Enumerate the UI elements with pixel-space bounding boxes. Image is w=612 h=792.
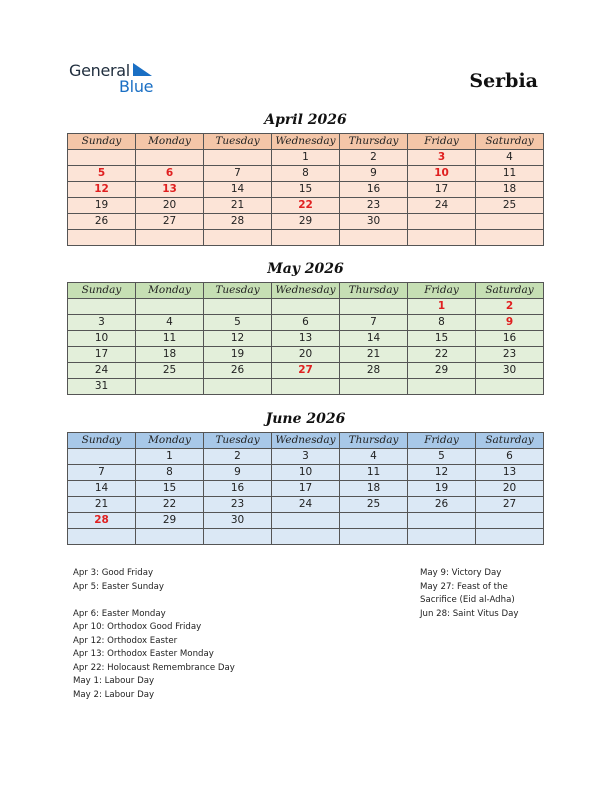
- holiday-list-left: [73, 567, 235, 702]
- empty-day-cell: [68, 150, 136, 166]
- weekday-header: Saturday: [476, 433, 544, 449]
- holiday-entry: May 27: Feast of the: [420, 581, 508, 592]
- logo-text-blue: Blue: [119, 77, 154, 96]
- day-cell: 25: [476, 198, 544, 214]
- day-cell: 7: [68, 465, 136, 481]
- logo-triangle-icon: [133, 63, 153, 77]
- day-cell: 21: [68, 497, 136, 513]
- empty-day-cell: [68, 230, 136, 246]
- day-cell: 29: [408, 363, 476, 379]
- day-cell: 18: [340, 481, 408, 497]
- day-cell: 28: [340, 363, 408, 379]
- day-cell: 3: [68, 315, 136, 331]
- day-cell: 27: [136, 214, 204, 230]
- day-cell: 5: [68, 166, 136, 182]
- day-cell: 16: [340, 182, 408, 198]
- empty-day-cell: [408, 379, 476, 395]
- day-cell: 20: [136, 198, 204, 214]
- day-cell: 5: [204, 315, 272, 331]
- day-cell: 6: [272, 315, 340, 331]
- weekday-header: Wednesday: [272, 283, 340, 299]
- empty-day-cell: [204, 379, 272, 395]
- day-cell: 28: [68, 513, 136, 529]
- week-row: [68, 230, 544, 246]
- month-title-april: April 2026: [264, 112, 347, 128]
- week-row: [68, 315, 544, 331]
- empty-day-cell: [408, 529, 476, 545]
- weekday-header: Wednesday: [272, 134, 340, 150]
- day-cell: 30: [340, 214, 408, 230]
- week-row: [68, 529, 544, 545]
- holiday-entry: Apr 12: Orthodox Easter: [73, 635, 178, 646]
- holiday-entry: Apr 13: Orthodox Easter Monday: [73, 649, 214, 659]
- weekday-header-row: [68, 283, 544, 299]
- day-cell: 25: [340, 497, 408, 513]
- weekday-header: Friday: [408, 433, 476, 449]
- week-row: [68, 182, 544, 198]
- weekday-header: Monday: [136, 433, 204, 449]
- empty-day-cell: [408, 230, 476, 246]
- day-cell: 17: [272, 481, 340, 497]
- weekday-header: Sunday: [68, 433, 136, 449]
- empty-day-cell: [136, 150, 204, 166]
- day-cell: 3: [408, 150, 476, 166]
- day-cell: 29: [272, 214, 340, 230]
- week-row: [68, 214, 544, 230]
- day-cell: 11: [476, 166, 544, 182]
- day-cell: 20: [272, 347, 340, 363]
- day-cell: 18: [476, 182, 544, 198]
- weekday-header: Thursday: [340, 433, 408, 449]
- empty-day-cell: [476, 379, 544, 395]
- day-cell: 15: [272, 182, 340, 198]
- week-row: [68, 166, 544, 182]
- day-cell: 5: [408, 449, 476, 465]
- empty-day-cell: [476, 230, 544, 246]
- day-cell: 3: [272, 449, 340, 465]
- empty-day-cell: [68, 449, 136, 465]
- empty-day-cell: [204, 230, 272, 246]
- empty-day-cell: [272, 299, 340, 315]
- day-cell: 8: [408, 315, 476, 331]
- empty-day-cell: [340, 299, 408, 315]
- day-cell: 10: [272, 465, 340, 481]
- day-cell: 6: [476, 449, 544, 465]
- day-cell: 8: [136, 465, 204, 481]
- day-cell: 2: [476, 299, 544, 315]
- empty-day-cell: [136, 379, 204, 395]
- weekday-header: Tuesday: [204, 283, 272, 299]
- day-cell: 18: [136, 347, 204, 363]
- weekday-header: Wednesday: [272, 433, 340, 449]
- day-cell: 2: [340, 150, 408, 166]
- holiday-list-right: [420, 567, 518, 621]
- day-cell: 9: [340, 166, 408, 182]
- calendar-may: [67, 282, 544, 395]
- day-cell: 1: [408, 299, 476, 315]
- day-cell: 20: [476, 481, 544, 497]
- day-cell: 4: [340, 449, 408, 465]
- empty-day-cell: [204, 150, 272, 166]
- day-cell: 11: [136, 331, 204, 347]
- day-cell: 27: [476, 497, 544, 513]
- holiday-entry: May 1: Labour Day: [73, 676, 155, 686]
- month-title-june: June 2026: [265, 411, 346, 427]
- week-row: [68, 513, 544, 529]
- day-cell: 15: [136, 481, 204, 497]
- empty-day-cell: [272, 513, 340, 529]
- empty-day-cell: [272, 379, 340, 395]
- empty-day-cell: [272, 529, 340, 545]
- day-cell: 13: [476, 465, 544, 481]
- day-cell: 19: [204, 347, 272, 363]
- day-cell: 22: [408, 347, 476, 363]
- day-cell: 14: [68, 481, 136, 497]
- weekday-header: Monday: [136, 283, 204, 299]
- day-cell: 30: [204, 513, 272, 529]
- holiday-entry: May 9: Victory Day: [420, 568, 502, 578]
- empty-day-cell: [68, 299, 136, 315]
- day-cell: 17: [68, 347, 136, 363]
- week-row: [68, 331, 544, 347]
- day-cell: 1: [136, 449, 204, 465]
- day-cell: 12: [204, 331, 272, 347]
- day-cell: 23: [476, 347, 544, 363]
- day-cell: 29: [136, 513, 204, 529]
- day-cell: 28: [204, 214, 272, 230]
- day-cell: 14: [204, 182, 272, 198]
- empty-day-cell: [204, 299, 272, 315]
- day-cell: 6: [136, 166, 204, 182]
- country-title: Serbia: [469, 70, 538, 92]
- day-cell: 12: [408, 465, 476, 481]
- day-cell: 12: [68, 182, 136, 198]
- holiday-entry: Apr 22: Holocaust Remembrance Day: [73, 662, 235, 673]
- week-row: [68, 347, 544, 363]
- day-cell: 24: [408, 198, 476, 214]
- day-cell: 16: [476, 331, 544, 347]
- week-row: [68, 379, 544, 395]
- day-cell: 23: [340, 198, 408, 214]
- day-cell: 14: [340, 331, 408, 347]
- week-row: [68, 198, 544, 214]
- empty-day-cell: [136, 529, 204, 545]
- day-cell: 19: [68, 198, 136, 214]
- day-cell: 11: [340, 465, 408, 481]
- empty-day-cell: [340, 513, 408, 529]
- weekday-header: Thursday: [340, 283, 408, 299]
- day-cell: 15: [408, 331, 476, 347]
- day-cell: 4: [476, 150, 544, 166]
- empty-day-cell: [476, 529, 544, 545]
- empty-day-cell: [408, 513, 476, 529]
- empty-day-cell: [408, 214, 476, 230]
- week-row: [68, 363, 544, 379]
- week-row: [68, 299, 544, 315]
- day-cell: 24: [272, 497, 340, 513]
- week-row: [68, 150, 544, 166]
- generalblue-logo: [69, 61, 169, 97]
- week-row: [68, 497, 544, 513]
- holiday-entry: Apr 5: Easter Sunday: [73, 581, 164, 592]
- day-cell: 9: [476, 315, 544, 331]
- month-title-may: May 2026: [267, 261, 344, 277]
- empty-day-cell: [476, 214, 544, 230]
- calendar-april: [67, 133, 544, 246]
- day-cell: 23: [204, 497, 272, 513]
- day-cell: 19: [408, 481, 476, 497]
- weekday-header: Saturday: [476, 283, 544, 299]
- weekday-header-row: [68, 134, 544, 150]
- weekday-header: Thursday: [340, 134, 408, 150]
- day-cell: 26: [408, 497, 476, 513]
- day-cell: 9: [204, 465, 272, 481]
- day-cell: 1: [272, 150, 340, 166]
- holiday-entry: Apr 6: Easter Monday: [73, 608, 166, 619]
- day-cell: 8: [272, 166, 340, 182]
- week-row: [68, 449, 544, 465]
- weekday-header: Sunday: [68, 134, 136, 150]
- day-cell: 7: [204, 166, 272, 182]
- calendar-june: [67, 432, 544, 545]
- day-cell: 30: [476, 363, 544, 379]
- day-cell: 17: [408, 182, 476, 198]
- day-cell: 10: [68, 331, 136, 347]
- day-cell: 22: [136, 497, 204, 513]
- day-cell: 4: [136, 315, 204, 331]
- weekday-header: Sunday: [68, 283, 136, 299]
- weekday-header: Friday: [408, 134, 476, 150]
- day-cell: 7: [340, 315, 408, 331]
- day-cell: 21: [204, 198, 272, 214]
- day-cell: 31: [68, 379, 136, 395]
- week-row: [68, 481, 544, 497]
- day-cell: 2: [204, 449, 272, 465]
- day-cell: 24: [68, 363, 136, 379]
- day-cell: 26: [68, 214, 136, 230]
- holiday-entry: Sacrifice (Eid al-Adha): [420, 595, 515, 605]
- weekday-header: Friday: [408, 283, 476, 299]
- empty-day-cell: [340, 230, 408, 246]
- day-cell: 10: [408, 166, 476, 182]
- holiday-entry: [73, 594, 235, 608]
- weekday-header: Tuesday: [204, 433, 272, 449]
- day-cell: 13: [136, 182, 204, 198]
- empty-day-cell: [340, 529, 408, 545]
- weekday-header: Monday: [136, 134, 204, 150]
- holiday-entry: May 2: Labour Day: [73, 689, 155, 700]
- day-cell: 13: [272, 331, 340, 347]
- logo-text-general: General: [69, 61, 130, 80]
- empty-day-cell: [68, 529, 136, 545]
- holiday-entry: Apr 3: Good Friday: [73, 568, 154, 578]
- weekday-header-row: [68, 433, 544, 449]
- empty-day-cell: [136, 299, 204, 315]
- day-cell: 25: [136, 363, 204, 379]
- holiday-entry: Apr 10: Orthodox Good Friday: [73, 622, 202, 632]
- empty-day-cell: [476, 513, 544, 529]
- week-row: [68, 465, 544, 481]
- holiday-entry: Jun 28: Saint Vitus Day: [420, 608, 519, 619]
- weekday-header: Tuesday: [204, 134, 272, 150]
- day-cell: 21: [340, 347, 408, 363]
- day-cell: 26: [204, 363, 272, 379]
- weekday-header: Saturday: [476, 134, 544, 150]
- day-cell: 27: [272, 363, 340, 379]
- empty-day-cell: [204, 529, 272, 545]
- empty-day-cell: [340, 379, 408, 395]
- empty-day-cell: [136, 230, 204, 246]
- day-cell: 16: [204, 481, 272, 497]
- empty-day-cell: [272, 230, 340, 246]
- day-cell: 22: [272, 198, 340, 214]
